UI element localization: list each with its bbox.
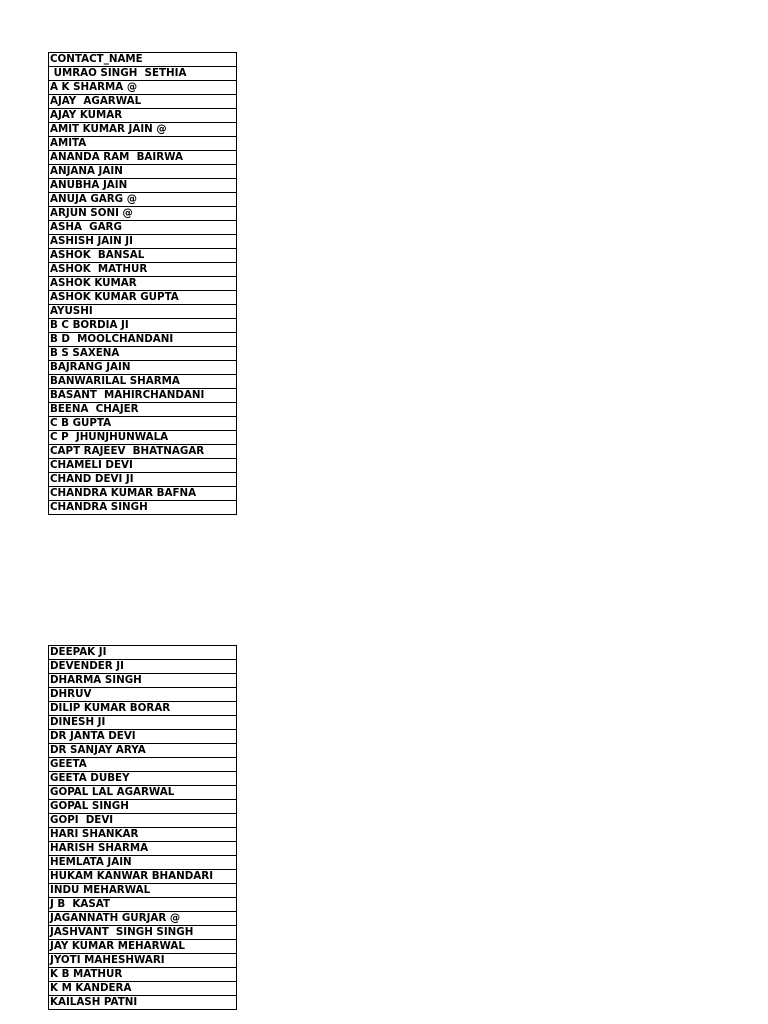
table-row	[49, 319, 237, 333]
table-row	[49, 277, 237, 291]
contact-name-cell: DEVENDER JI	[49, 660, 237, 674]
contact-name-cell: HARISH SHARMA	[49, 842, 237, 856]
table-row	[49, 968, 237, 982]
table-row	[49, 109, 237, 123]
contact-name-cell: AJAY AGARWAL	[49, 95, 237, 109]
contact-name-cell: HEMLATA JAIN	[49, 856, 237, 870]
contact-name-cell: ANUJA GARG @	[49, 193, 237, 207]
table-row	[49, 53, 237, 67]
contact-name-cell: AMITA	[49, 137, 237, 151]
contact-table-1	[48, 52, 237, 515]
table-row	[49, 674, 237, 688]
table-row	[49, 165, 237, 179]
contact-name-cell: BASANT MAHIRCHANDANI	[49, 389, 237, 403]
contact-name-cell: DHRUV	[49, 688, 237, 702]
contact-name-cell: ASHOK BANSAL	[49, 249, 237, 263]
contact-name-cell: K B MATHUR	[49, 968, 237, 982]
contact-name-cell: ANANDA RAM BAIRWA	[49, 151, 237, 165]
contact-name-cell: KAILASH PATNI	[49, 996, 237, 1010]
contact-name-cell: DR SANJAY ARYA	[49, 744, 237, 758]
table-row	[49, 445, 237, 459]
contact-name-cell: CAPT RAJEEV BHATNAGAR	[49, 445, 237, 459]
contact-name-cell: INDU MEHARWAL	[49, 884, 237, 898]
contact-name-cell: GEETA	[49, 758, 237, 772]
table-row	[49, 137, 237, 151]
contact-name-cell: HARI SHANKAR	[49, 828, 237, 842]
contact-name-cell: JYOTI MAHESHWARI	[49, 954, 237, 968]
table-row	[49, 67, 237, 81]
contact-name-cell: GOPAL SINGH	[49, 800, 237, 814]
table-row	[49, 912, 237, 926]
contact-name-cell: ANUBHA JAIN	[49, 179, 237, 193]
table-row	[49, 716, 237, 730]
contact-name-cell: K M KANDERA	[49, 982, 237, 996]
table-row	[49, 417, 237, 431]
table-row	[49, 982, 237, 996]
contact-name-cell: C P JHUNJHUNWALA	[49, 431, 237, 445]
table-row	[49, 375, 237, 389]
table-row	[49, 786, 237, 800]
contact-name-cell: DINESH JI	[49, 716, 237, 730]
table-row	[49, 940, 237, 954]
contact-name-cell: AYUSHI	[49, 305, 237, 319]
table-row	[49, 856, 237, 870]
contact-name-cell: ASHA GARG	[49, 221, 237, 235]
contact-name-cell: B D MOOLCHANDANI	[49, 333, 237, 347]
table-row	[49, 660, 237, 674]
table-row	[49, 688, 237, 702]
table-row	[49, 347, 237, 361]
table-row	[49, 361, 237, 375]
contact-name-cell: HUKAM KANWAR BHANDARI	[49, 870, 237, 884]
contact-name-cell: JAY KUMAR MEHARWAL	[49, 940, 237, 954]
table-row	[49, 291, 237, 305]
contact-name-cell: JAGANNATH GURJAR @	[49, 912, 237, 926]
table-row	[49, 179, 237, 193]
contact-name-cell: GEETA DUBEY	[49, 772, 237, 786]
table-row	[49, 305, 237, 319]
contact-name-cell: J B KASAT	[49, 898, 237, 912]
table-row	[49, 884, 237, 898]
contact-name-cell: DR JANTA DEVI	[49, 730, 237, 744]
table-row	[49, 814, 237, 828]
contact-name-cell: ANJANA JAIN	[49, 165, 237, 179]
contact-table-2	[48, 645, 237, 1010]
table-row	[49, 431, 237, 445]
contact-name-cell: C B GUPTA	[49, 417, 237, 431]
contact-name-cell: CHANDRA KUMAR BAFNA	[49, 487, 237, 501]
table-row	[49, 758, 237, 772]
contact-name-cell: ASHOK KUMAR GUPTA	[49, 291, 237, 305]
table-row	[49, 800, 237, 814]
contact-name-cell: AJAY KUMAR	[49, 109, 237, 123]
table-row	[49, 473, 237, 487]
table-row	[49, 744, 237, 758]
table-row	[49, 123, 237, 137]
contact-name-cell: AMIT KUMAR JAIN @	[49, 123, 237, 137]
contact-name-cell: DILIP KUMAR BORAR	[49, 702, 237, 716]
table-row	[49, 487, 237, 501]
contact-name-cell: ASHOK MATHUR	[49, 263, 237, 277]
contact-name-cell: CHAND DEVI JI	[49, 473, 237, 487]
contact-name-cell: B C BORDIA JI	[49, 319, 237, 333]
contact-name-cell: B S SAXENA	[49, 347, 237, 361]
contact-name-cell: ARJUN SONI @	[49, 207, 237, 221]
table-row	[49, 263, 237, 277]
table-row	[49, 333, 237, 347]
table-row	[49, 702, 237, 716]
table-row	[49, 898, 237, 912]
contact-name-cell: JASHVANT SINGH SINGH	[49, 926, 237, 940]
contact-name-cell: CHAMELI DEVI	[49, 459, 237, 473]
contact-name-cell: UMRAO SINGH SETHIA	[49, 67, 237, 81]
table-row	[49, 389, 237, 403]
table-row	[49, 221, 237, 235]
contact-name-cell: ASHISH JAIN JI	[49, 235, 237, 249]
table-row	[49, 730, 237, 744]
table-row	[49, 772, 237, 786]
table-row	[49, 954, 237, 968]
table-row	[49, 81, 237, 95]
table-row	[49, 249, 237, 263]
contact-name-cell: GOPAL LAL AGARWAL	[49, 786, 237, 800]
table-row	[49, 828, 237, 842]
contact-name-cell: DHARMA SINGH	[49, 674, 237, 688]
table-row	[49, 842, 237, 856]
contact-name-cell: GOPI DEVI	[49, 814, 237, 828]
contact-name-cell: BEENA CHAJER	[49, 403, 237, 417]
table-row	[49, 501, 237, 515]
table-row	[49, 926, 237, 940]
table-row	[49, 870, 237, 884]
table-row	[49, 403, 237, 417]
table-row	[49, 996, 237, 1010]
contact-name-cell: DEEPAK JI	[49, 646, 237, 660]
table-row	[49, 207, 237, 221]
contact-table-1-body	[49, 53, 237, 515]
table-row	[49, 95, 237, 109]
contact-name-cell: BAJRANG JAIN	[49, 361, 237, 375]
contact-name-cell: CHANDRA SINGH	[49, 501, 237, 515]
column-header: CONTACT_NAME	[49, 53, 237, 67]
table-row	[49, 235, 237, 249]
table-row	[49, 151, 237, 165]
table-row	[49, 193, 237, 207]
contact-name-cell: ASHOK KUMAR	[49, 277, 237, 291]
contact-name-cell: A K SHARMA @	[49, 81, 237, 95]
table-row	[49, 459, 237, 473]
table-row	[49, 646, 237, 660]
contact-table-2-body	[49, 646, 237, 1010]
contact-name-cell: BANWARILAL SHARMA	[49, 375, 237, 389]
